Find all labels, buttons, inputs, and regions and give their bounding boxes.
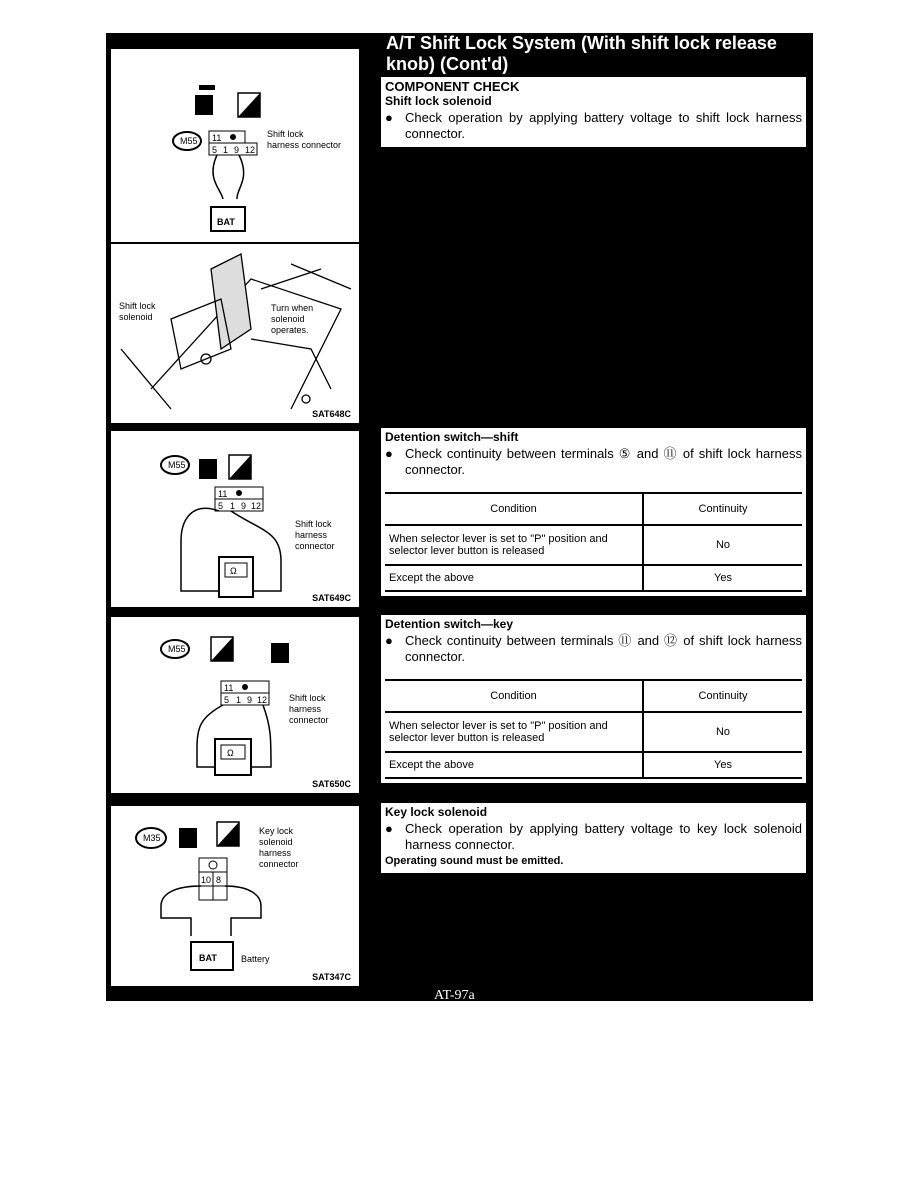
table-cell: When selector lever is set to "P" position and selector lever button is released — [385, 712, 643, 752]
subsection-heading: Shift lock solenoid — [385, 94, 492, 108]
figure-caption: SAT648C — [312, 409, 351, 419]
disconnect-icon — [199, 459, 217, 479]
key-lock-solenoid-section — [381, 803, 806, 873]
column-header: Condition — [385, 493, 643, 525]
svg-text:solenoid: solenoid — [119, 312, 153, 322]
connector-id: M55 — [180, 136, 198, 146]
svg-text:M35: M35 — [143, 833, 161, 843]
connector-label: Shift lock — [295, 519, 332, 529]
manual-page — [106, 33, 813, 1001]
table-cell: Yes — [643, 752, 802, 778]
turn-label: Turn when — [271, 303, 314, 313]
svg-text:solenoid: solenoid — [271, 314, 305, 324]
svg-text:operates.: operates. — [271, 325, 309, 335]
svg-text:M55: M55 — [168, 460, 186, 470]
svg-text:10: 10 — [201, 875, 212, 885]
svg-text:solenoid: solenoid — [259, 837, 293, 847]
table-cell: Except the above — [385, 752, 643, 778]
table-header-row — [385, 493, 802, 525]
harness-connector-icon — [209, 131, 257, 155]
battery-label: Battery — [241, 954, 270, 964]
connector-label: Shift lock — [289, 693, 326, 703]
key-lock-connector-icon — [199, 858, 227, 900]
table-row — [385, 752, 802, 778]
svg-text:5: 5 — [218, 501, 224, 511]
svg-text:12: 12 — [257, 695, 268, 705]
harness-connector-icon — [215, 487, 263, 511]
figure-caption: SAT650C — [312, 779, 351, 789]
column-header: Continuity — [643, 680, 802, 712]
harness-connector-icon — [221, 681, 269, 705]
table-row — [385, 712, 802, 752]
table-cell: Except the above — [385, 565, 643, 591]
instruction-item: ● Check continuity between terminals ⑤ and ⑪ of shift lock harness connector. — [385, 446, 802, 477]
column-header: Condition — [385, 680, 643, 712]
shift-lock-solenoid-diagram — [111, 49, 361, 425]
table-cell: When selector lever is set to "P" position and selector lever button is released — [385, 525, 643, 565]
svg-text:9: 9 — [234, 145, 240, 155]
connector-label: Shift lock — [267, 129, 304, 139]
table-cell: No — [643, 712, 802, 752]
subsection-heading: Key lock solenoid — [385, 805, 488, 819]
column-header: Continuity — [643, 493, 802, 525]
svg-text:M55: M55 — [168, 644, 186, 654]
svg-text:11: 11 — [212, 133, 222, 143]
connector-label: Key lock — [259, 826, 294, 836]
svg-text:1: 1 — [230, 501, 236, 511]
svg-text:1: 1 — [223, 145, 229, 155]
svg-text:5: 5 — [224, 695, 230, 705]
svg-text:9: 9 — [241, 501, 247, 511]
instruction-item: ● Check operation by applying battery voltage to key lock solenoid harness connector. — [385, 821, 802, 852]
figure-detention-shift — [109, 429, 361, 609]
ignition-off-icon — [238, 93, 260, 117]
detention-shift-section — [381, 428, 806, 596]
svg-text:12: 12 — [245, 145, 256, 155]
requirement-note: Operating sound must be emitted. — [385, 855, 564, 867]
svg-text:11: 11 — [218, 489, 228, 499]
shift-lock-solenoid-section — [381, 77, 806, 147]
connector-id-icon — [173, 132, 201, 150]
svg-text:connector: connector — [289, 715, 329, 725]
svg-text:harness: harness — [295, 530, 328, 540]
page-title: A/T Shift Lock System (With shift lock release knob) (Cont'd) — [386, 33, 777, 74]
table-header-row — [385, 680, 802, 712]
svg-text:1: 1 — [236, 695, 242, 705]
battery-icon — [211, 207, 245, 231]
svg-text:harness: harness — [289, 704, 322, 714]
svg-text:connector: connector — [259, 859, 299, 869]
figure-shift-lock-solenoid — [109, 47, 361, 425]
ohmmeter-icon — [219, 557, 253, 597]
table-row — [385, 565, 802, 591]
svg-text:11: 11 — [224, 683, 234, 693]
figure-key-lock-solenoid — [109, 804, 361, 988]
subsection-heading: Detention switch—key — [385, 617, 514, 631]
svg-text:9: 9 — [247, 695, 253, 705]
bullet-icon: ● — [385, 446, 393, 461]
subsection-heading: Detention switch—shift — [385, 430, 519, 444]
continuity-table — [385, 679, 802, 779]
svg-text:BAT: BAT — [199, 953, 217, 963]
bullet-icon: ● — [385, 633, 393, 648]
instruction-item: ● Check continuity between terminals ⑪ and ⑫ of shift lock harness connector. — [385, 633, 802, 664]
page-number: AT-97a — [434, 988, 475, 1003]
solenoid-label: Shift lock — [119, 301, 156, 311]
svg-text:BAT: BAT — [217, 217, 235, 227]
svg-text:12: 12 — [251, 501, 262, 511]
battery-icon — [191, 942, 233, 970]
section-heading: COMPONENT CHECK — [385, 79, 520, 94]
ohmmeter-icon — [215, 739, 251, 775]
table-cell: No — [643, 525, 802, 565]
key-lock-solenoid-diagram — [111, 806, 361, 988]
instruction-item: ● Check operation by applying battery voltage to shift lock harness connector. — [385, 110, 802, 141]
svg-text:connector: connector — [295, 541, 335, 551]
svg-text:8: 8 — [216, 875, 222, 885]
svg-text:harness connector: harness connector — [267, 140, 342, 150]
disconnect-icon — [195, 85, 215, 115]
disconnect-icon — [271, 643, 289, 663]
continuity-table — [385, 492, 802, 592]
svg-text:Ω: Ω — [230, 566, 237, 576]
detention-key-section — [381, 615, 806, 783]
figure-detention-key — [109, 615, 361, 795]
solenoid-photo — [121, 254, 351, 409]
detention-key-diagram — [111, 617, 361, 795]
bullet-icon: ● — [385, 821, 393, 836]
table-cell: Yes — [643, 565, 802, 591]
figure-caption: SAT649C — [312, 593, 351, 603]
svg-text:Ω: Ω — [227, 748, 234, 758]
svg-text:harness: harness — [259, 848, 292, 858]
svg-text:5: 5 — [212, 145, 218, 155]
bullet-icon: ● — [385, 110, 393, 125]
disconnect-icon — [179, 828, 197, 848]
figure-caption: SAT347C — [312, 972, 351, 982]
detention-shift-diagram — [111, 431, 361, 609]
table-row — [385, 525, 802, 565]
